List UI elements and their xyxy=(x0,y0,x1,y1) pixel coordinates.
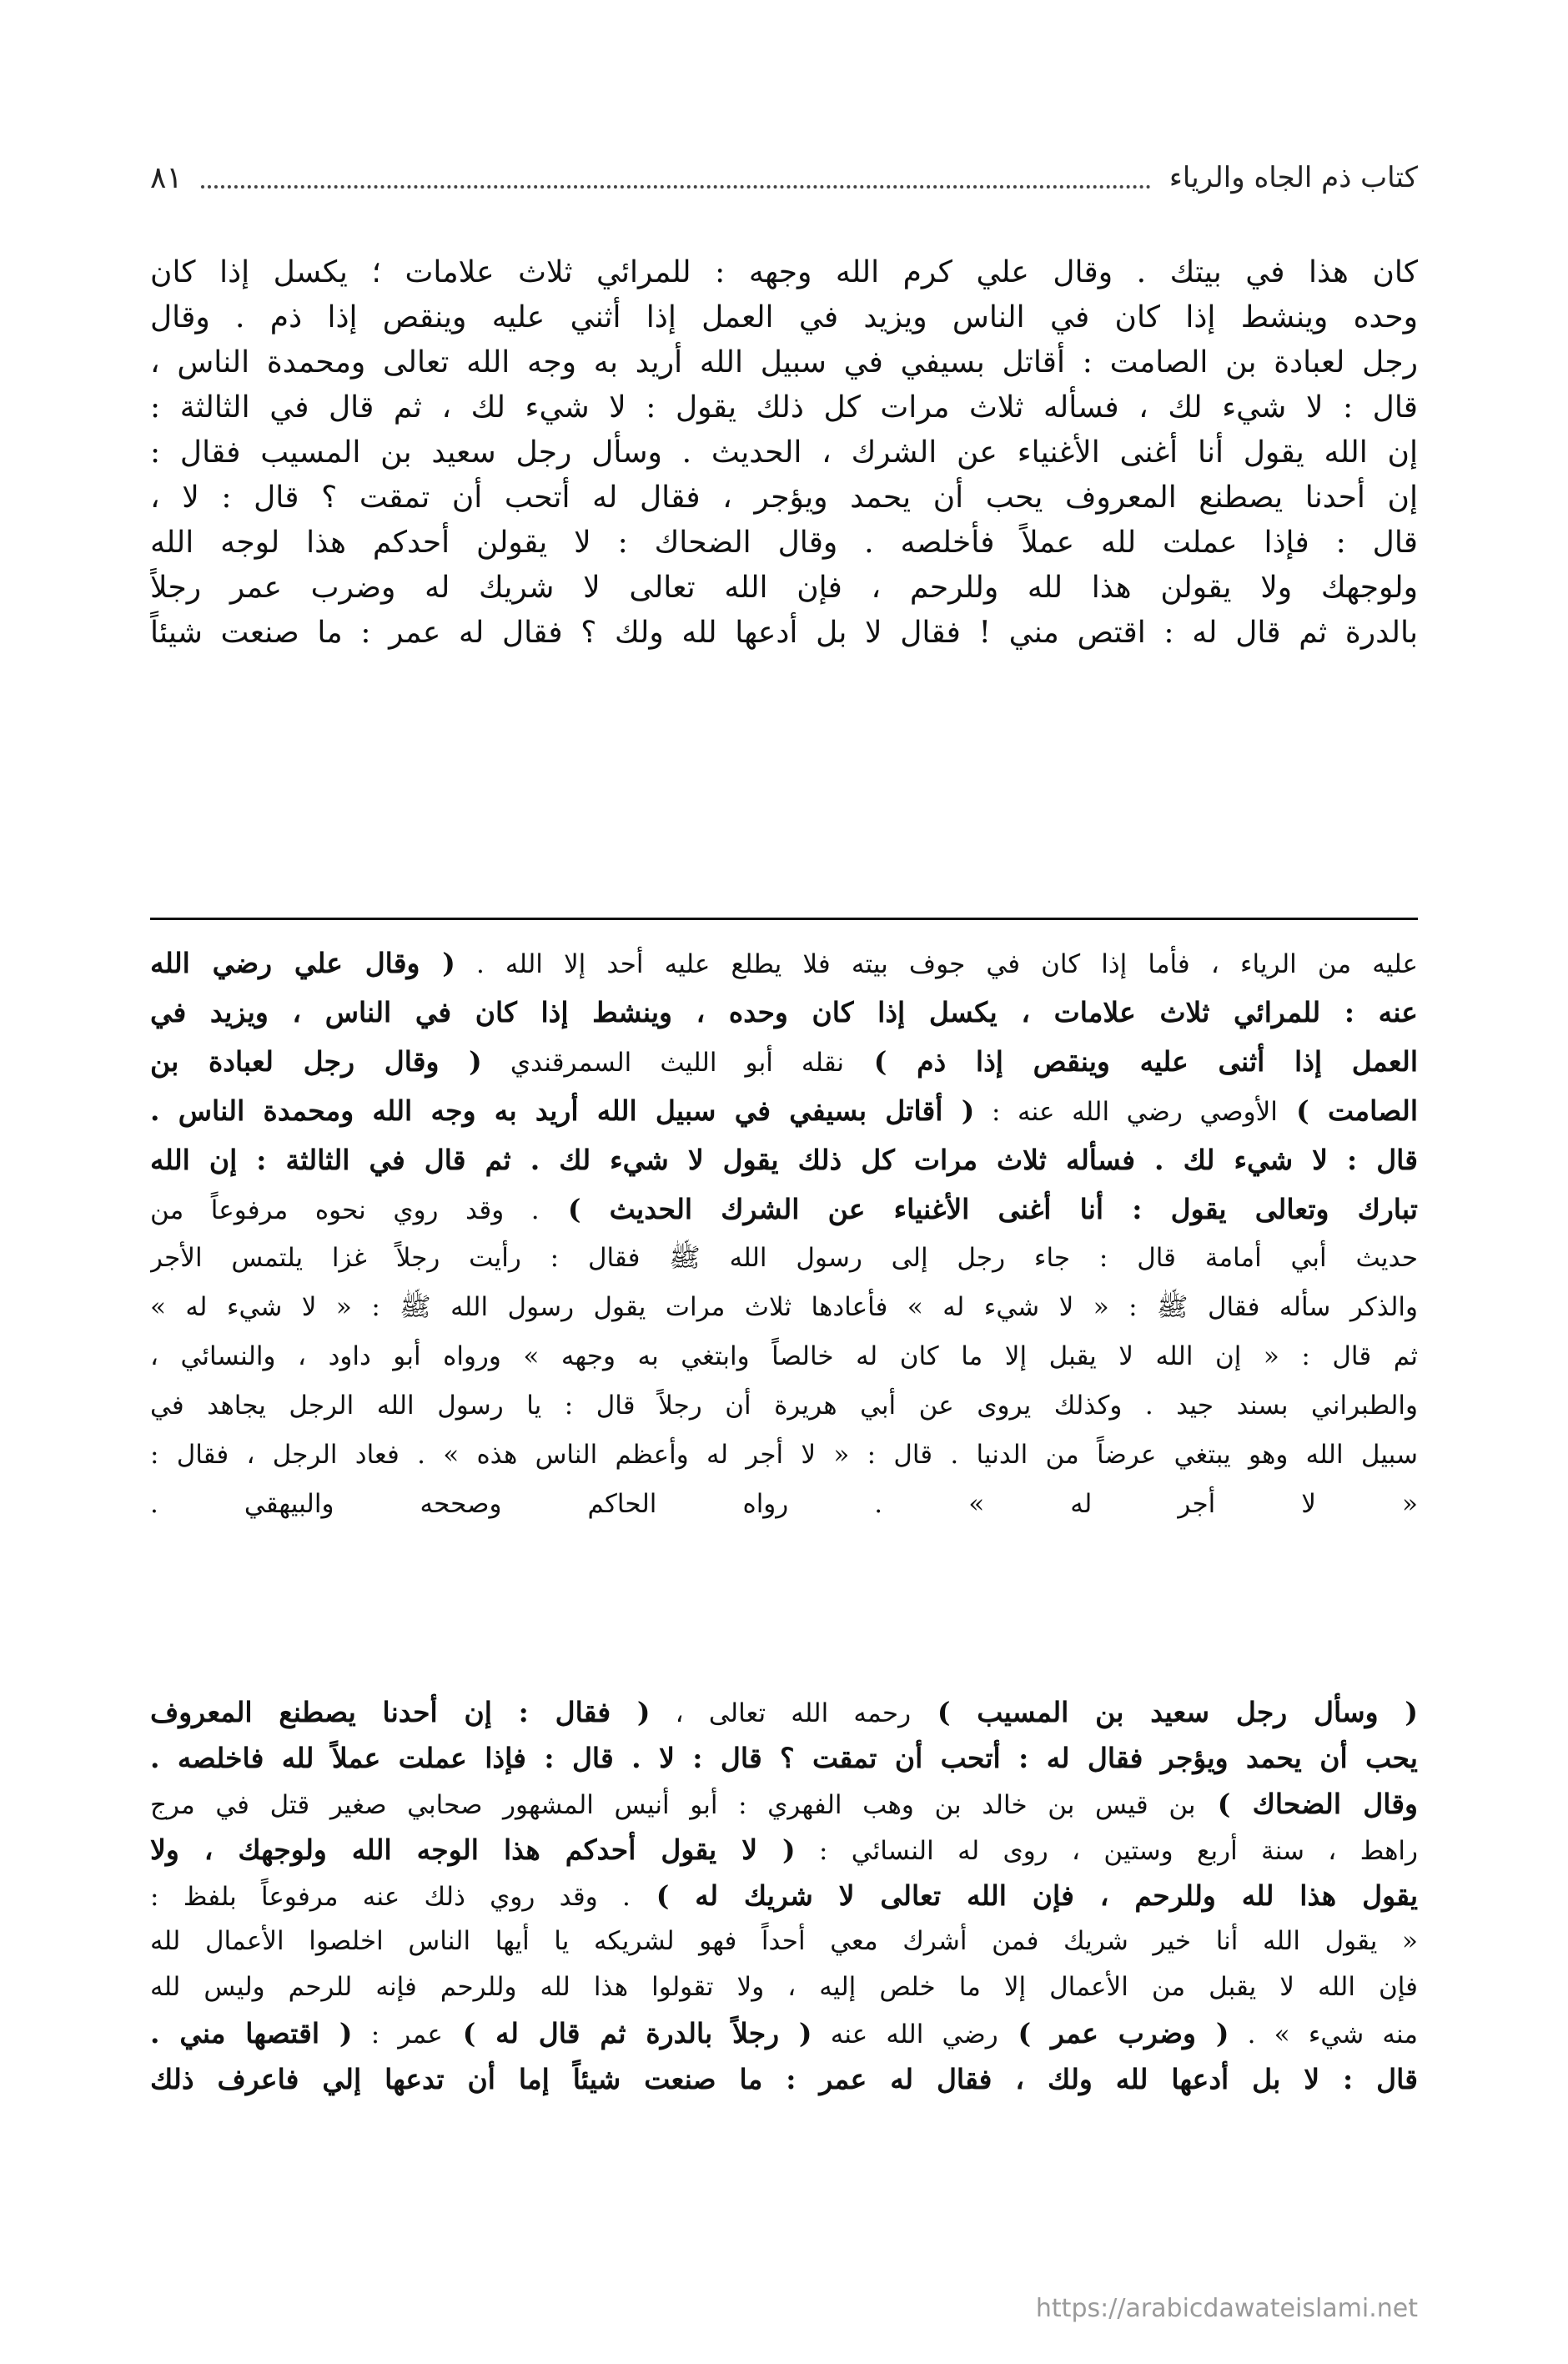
header-dot-leader xyxy=(201,167,1151,189)
main-text xyxy=(150,250,1418,656)
quoted-text-segment: الصامت ) xyxy=(1277,1094,1418,1127)
quoted-text-segment: ( وضرب عمر ) xyxy=(998,2017,1229,2050)
commentary-block-1 xyxy=(150,938,1418,1529)
quoted-text-segment: ( لا يقول أحدكم هذا الوجه الله ولوجهك ، ولا xyxy=(150,1833,796,1866)
main-text-line: رجل لعبادة بن الصامت : أقاتل بسيفي في سبيل الله أريد به وجه الله تعالى ومحمدة الناس ، xyxy=(150,345,1418,380)
commentary-text-segment: « لا أجر له » . رواه الحاكم وصححه والبيهقي . xyxy=(150,1489,1418,1519)
footnote-separator-rule xyxy=(150,918,1418,920)
commentary-line xyxy=(150,1964,1418,2010)
quoted-text-segment: يقول هذا لله وللرحم ، فإن الله تعالى لا شريك له ) xyxy=(630,1879,1418,1912)
main-text-line: بالدرة ثم قال له : اقتص مني ! فقال لا بل أدعها لله ولك ؟ فقال له عمر : ما صنعت شيئاً xyxy=(150,616,1418,650)
commentary-text-segment: . وقد روي نحوه مرفوعاً من xyxy=(150,1195,540,1225)
commentary-line xyxy=(150,1283,1418,1332)
commentary-line xyxy=(150,1381,1418,1431)
commentary-line xyxy=(150,1919,1418,1964)
commentary-text-segment: ثم قال : « إن الله لا يقبل إلا ما كان له خالصاً وابتغي به وجهه » ورواه أبو داود ، والنسائي ، xyxy=(150,1341,1418,1371)
quoted-text-segment: تبارك وتعالى يقول : أنا أغنى الأغنياء عن الشرك الحديث ) xyxy=(539,1193,1418,1225)
quoted-text-segment: ( اقتصها مني . xyxy=(150,2017,353,2050)
commentary-text-segment: والطبراني بسند جيد . وكذلك يروى عن أبي هريرة أن رجلاً قال : يا رسول الله الرجل يجاهد في xyxy=(150,1391,1418,1421)
commentary-line xyxy=(150,2010,1418,2056)
main-text-line: إن أحدنا يصطنع المعروف يحب أن يحمد ويؤجر ، فقال له أتحب أن تمقت ؟ قال : لا ، xyxy=(150,480,1418,515)
commentary-text-segment: سبيل الله وهو يبتغي عرضاً من الدنيا . قال : « لا أجر له وأعظم الناس هذه » . فعاد الرجل ، فقال : xyxy=(150,1440,1418,1470)
quoted-text-segment: ( وقال علي رضي الله xyxy=(150,947,455,979)
commentary-line xyxy=(150,1873,1418,1919)
running-header xyxy=(150,148,1418,207)
page-number: ٨١ xyxy=(150,160,183,195)
commentary-text-segment: بن قيس بن خالد بن وهب الفهري : أبو أنيس المشهور صحابي صغير قتل في مرج xyxy=(150,1790,1196,1820)
commentary-text-segment: والذكر سأله فقال ﷺ : « لا شيء له » فأعادها ثلاث مرات يقول رسول الله ﷺ : « لا شيء له » xyxy=(150,1292,1418,1322)
commentary-text-segment: فإن الله لا يقبل من الأعمال إلا ما خلص إليه ، ولا تقولوا هذا لله وللرحم فإنه للرحم وليس لله xyxy=(150,1972,1418,2002)
commentary-line xyxy=(150,1332,1418,1381)
quoted-text-segment: ( فقال : إن أحدنا يصطنع المعروف xyxy=(150,1696,651,1728)
commentary-line xyxy=(150,1185,1418,1234)
commentary-text-segment: رحمه الله تعالى ، xyxy=(650,1698,912,1728)
commentary-line xyxy=(150,1037,1418,1086)
commentary-text-segment: راهط ، سنة أربع وستين ، روى له النسائي : xyxy=(795,1836,1418,1866)
commentary-line xyxy=(150,1735,1418,1781)
quoted-text-segment: العمل إذا أثنى عليه وينقص إذا ذم ) xyxy=(844,1045,1418,1078)
commentary-line xyxy=(150,1234,1418,1283)
main-text-line: كان هذا في بيتك . وقال علي كرم الله وجهه : للمرائي ثلاث علامات ؛ يكسل إذا كان xyxy=(150,255,1418,289)
quoted-text-segment: ( رجلاً بالدرة ثم قال له ) xyxy=(442,2017,812,2050)
commentary-text-segment: منه شيء » . xyxy=(1229,2019,1418,2050)
header-title: كتاب ذم الجاه والرياء xyxy=(1168,161,1418,194)
commentary-line xyxy=(150,1480,1418,1529)
commentary-line xyxy=(150,1135,1418,1185)
main-text-line: قال : فإذا عملت لله عملاً فأخلصه . وقال الضحاك : لا يقولن أحدكم هذا لوجه الله xyxy=(150,526,1418,560)
main-text-line: إن الله يقول أنا أغنى الأغنياء عن الشرك ، الحديث . وسأل رجل سعيد بن المسيب فقال : xyxy=(150,435,1418,470)
commentary-text-segment: « يقول الله أنا خير شريك فمن أشرك معي أحداً فهو لشريكه يا أيها الناس اخلصوا الأعمال لله xyxy=(150,1926,1418,1956)
commentary-text-segment: نقله أبو الليث السمرقندي xyxy=(481,1048,845,1078)
commentary-text-segment: عليه من الرياء ، فأما إذا كان في جوف بيته فلا يطلع عليه أحد إلا الله . xyxy=(455,949,1418,979)
main-text-line: وحده وينشط إذا كان في الناس ويزيد في العمل إذا أثني عليه وينقص إذا ذم . وقال xyxy=(150,300,1418,334)
watermark-url: https://arabicdawateislami.net xyxy=(1035,2294,1418,2323)
commentary-line xyxy=(150,938,1418,988)
commentary-line xyxy=(150,1827,1418,1873)
quoted-text-segment: يحب أن يحمد ويؤجر فقال له : أتحب أن تمقت ؟ قال : لا . قال : فإذا عملت عملاً لله فاخلصه . xyxy=(150,1742,1418,1774)
commentary-text-segment: . وقد روي ذلك عنه مرفوعاً بلفظ : xyxy=(150,1882,631,1912)
quoted-text-segment: ( أقاتل بسيفي في سبيل الله أريد به وجه الله ومحمدة الناس . xyxy=(150,1094,975,1127)
main-text-line: ولوجهك ولا يقولن هذا لله وللرحم ، فإن الله تعالى لا شريك له وضرب عمر رجلاً xyxy=(150,571,1418,605)
quoted-text-segment: وقال الضحاك ) xyxy=(1195,1788,1418,1820)
quoted-text-segment: ( وقال رجل لعبادة بن xyxy=(150,1045,482,1078)
commentary-text-segment: حديث أبي أمامة قال : جاء رجل إلى رسول الله ﷺ فقال : رأيت رجلاً غزا يلتمس الأجر xyxy=(150,1243,1418,1273)
commentary-line xyxy=(150,1689,1418,1735)
commentary-line xyxy=(150,1431,1418,1480)
quoted-text-segment: قال : لا بل أدعها لله ولك ، فقال له عمر : ما صنعت شيئاً إما أن تدعها إلي فاعرف ذلك xyxy=(150,2063,1418,2095)
quoted-text-segment: عنه : للمرائي ثلاث علامات ، يكسل إذا كان وحده ، وينشط إذا كان في الناس ، ويزيد في xyxy=(150,996,1418,1029)
quoted-text-segment: قال : لا شيء لك . فسأله ثلاث مرات كل ذلك يقول لا شيء لك . ثم قال في الثالثة : إن الله xyxy=(150,1144,1418,1176)
commentary-line xyxy=(150,1086,1418,1135)
commentary-line xyxy=(150,2056,1418,2102)
commentary-text-segment: رضي الله عنه xyxy=(812,2019,998,2050)
commentary-block-2 xyxy=(150,1689,1418,2102)
commentary-line xyxy=(150,988,1418,1037)
quoted-text-segment: ( وسأل رجل سعيد بن المسيب ) xyxy=(911,1696,1418,1728)
commentary-text-segment: عمر : xyxy=(352,2019,443,2050)
main-text-line: قال : لا شيء لك ، فسأله ثلاث مرات كل ذلك يقول : لا شيء لك ، ثم قال في الثالثة : xyxy=(150,390,1418,425)
commentary-text-segment: الأوصي رضي الله عنه : xyxy=(974,1097,1278,1127)
commentary-line xyxy=(150,1781,1418,1827)
